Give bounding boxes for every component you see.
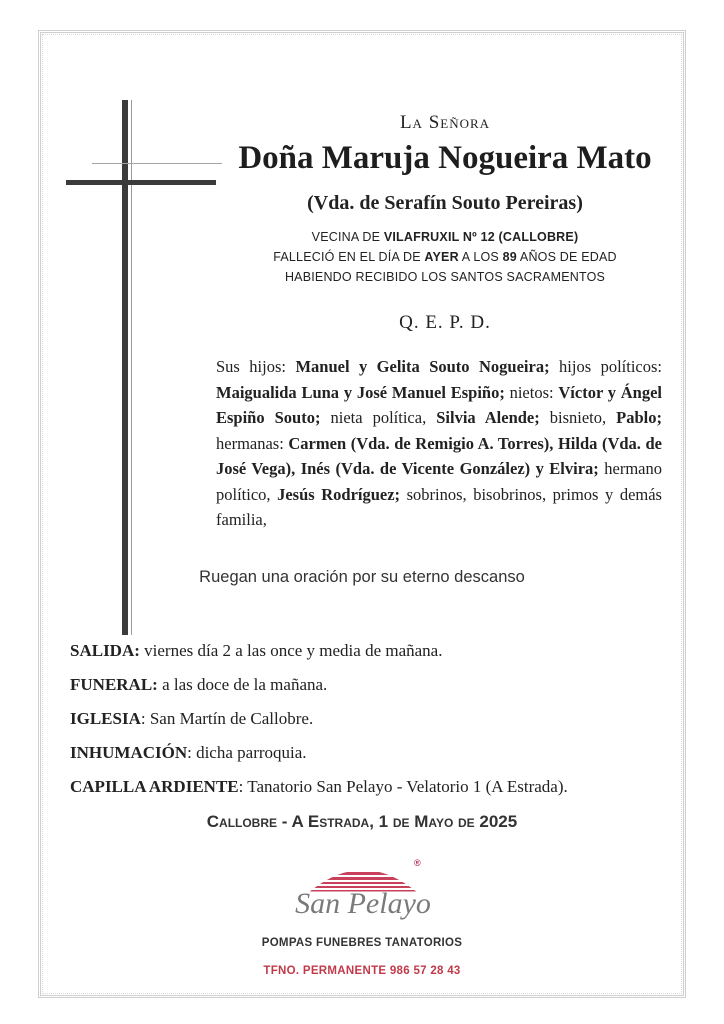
deceased-name: Doña Maruja Nogueira Mato: [238, 140, 652, 176]
family-paragraph: Sus hijos: Manuel y Gelita Souto Nogueira; hijos políticos: Maigualida Luna y José Manuel Espiño; nietos: Víctor y Ángel Espiño Souto; nieta política, Silvia Alende; bisnieto, Pablo; hermanas: Carmen (Vda. de Remigio A. Torres), Hilda (Vda. de José Vega), Inés (Vda. de Vicente González) y Elvira; hermano político, Jesús Rodríguez; sobrinos, bisobrinos, primos y demás familia,: [216, 357, 663, 529]
death-line: FALLECIÓ EN EL DÍA DE AYER A LOS 89 AÑOS DE EDAD: [273, 250, 617, 264]
phone-number: TFNO. PERMANENTE 986 57 28 43: [263, 965, 461, 977]
service-details: [70, 634, 680, 804]
company-tagline: POMPAS FUNEBRES TANATORIOS: [261, 937, 463, 949]
residence-line: VECINA DE VILAFRUXIL Nº 12 (CALLOBRE): [311, 230, 579, 244]
logo-text: San Pelayo: [295, 887, 431, 920]
qepd: Q. E. P. D.: [399, 312, 491, 333]
detail-capilla: CAPILLA ARDIENTE: Tanatorio San Pelayo - Velatorio 1 (A Estrada).: [70, 777, 568, 796]
place-date: Callobre - A Estrada, 1 de Mayo de 2025: [206, 812, 518, 831]
detail-salida: SALIDA: viernes día 2 a las once y media de mañana.: [70, 641, 443, 660]
registered-mark: ®: [414, 858, 421, 868]
detail-funeral: FUNERAL: a las doce de la mañana.: [70, 675, 328, 694]
prayer-request: Ruegan una oración por su eterno descanso: [199, 568, 525, 586]
title-label: La Señora: [399, 112, 491, 133]
sacraments-line: HABIENDO RECIBIDO LOS SANTOS SACRAMENTOS: [284, 270, 606, 284]
detail-inhumacion: INHUMACIÓN: dicha parroquia.: [70, 743, 307, 762]
widow-of: (Vda. de Serafín Souto Pereiras): [307, 192, 583, 214]
detail-iglesia: IGLESIA: San Martín de Callobre.: [70, 709, 314, 728]
